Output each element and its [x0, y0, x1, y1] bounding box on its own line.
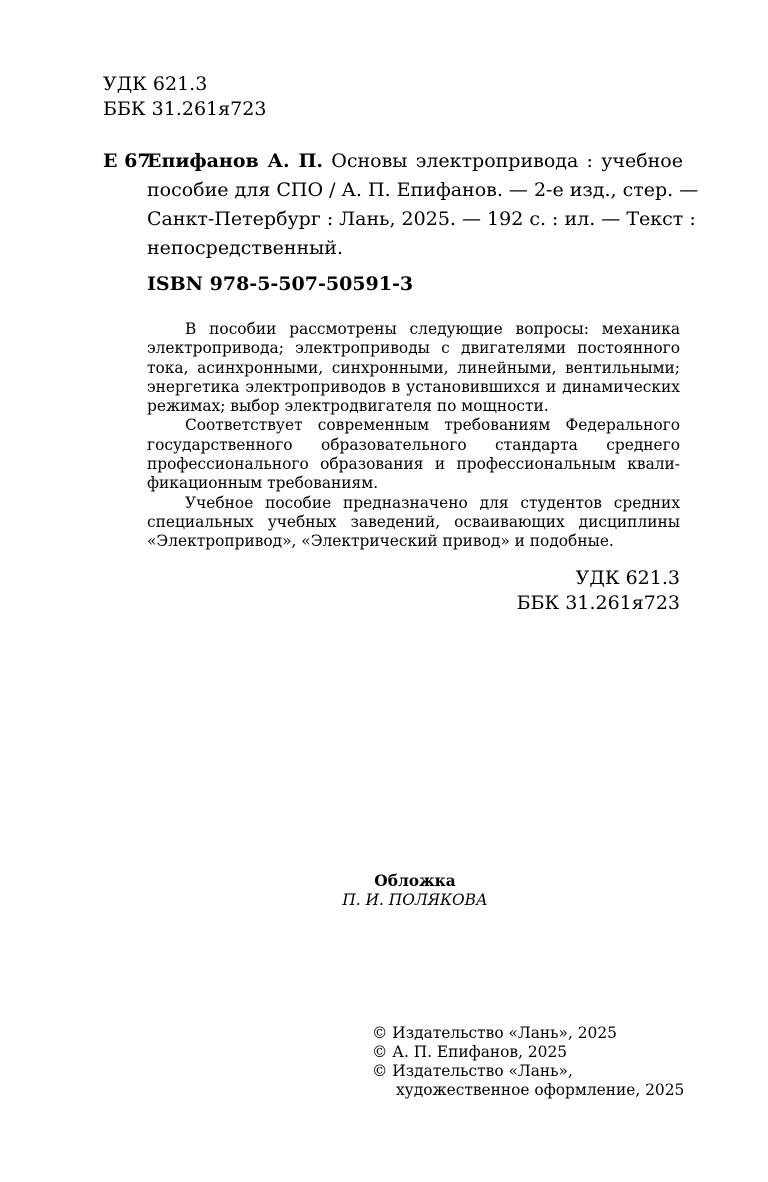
annotation-line: специальных учебных заведений, осваивающих дисциплины [147, 512, 680, 531]
cover-label: Обложка [374, 872, 456, 890]
biblio-line-2: пособие для СПО / А. П. Епифанов. — 2-е изд., стер. — [147, 179, 699, 201]
author-name: Епифанов А. П. [147, 150, 324, 172]
annotation-line: «Электропривод», «Электрический привод» и подобные. [147, 532, 614, 551]
annotation-line: В пособии рассмотрены следующие вопросы: механика [185, 320, 680, 338]
copyright-line-1: © Издательство «Лань», 2025 [372, 1024, 617, 1042]
annotation-line: государственного образовательного стандарта среднего [147, 435, 680, 454]
cover-credit [300, 872, 530, 910]
copyright-line-3: © Издательство «Лань», [372, 1062, 573, 1080]
bbk-code-top: ББК 31.261я723 [103, 98, 267, 120]
annotation-line: профессионального образования и профессиональным квали- [147, 455, 680, 474]
annotation-line: режимах; выбор электродвигателя по мощности. [147, 397, 549, 416]
biblio-line-3: Санкт-Петербург : Лань, 2025. — 192 с. : ил. — Текст : [147, 208, 696, 230]
annotation-line: фикационным требованиям. [147, 474, 379, 493]
title-start: Основы электропривода : учебное [323, 150, 683, 172]
biblio-line-1 [147, 147, 683, 176]
annotation-line: тока, асинхронными, синхронными, линейными, вентильными; [147, 358, 680, 377]
udk-code-bottom: УДК 621.3 [575, 567, 680, 589]
biblio-line-4: непосредственный. [147, 237, 344, 259]
author-sign: Е 67 [103, 150, 151, 172]
annotation-line: Учебное пособие предназначено для студентов средних [185, 493, 680, 512]
annotation-line: Соответствует современным требованиям Федерального [185, 416, 680, 435]
annotation-line: энергетика электроприводов в установившихся и динамических [147, 377, 680, 396]
cover-designer: П. И. ПОЛЯКОВА [342, 891, 488, 909]
classification-bottom [510, 566, 680, 616]
isbn: ISBN 978-5-507-50591-3 [147, 273, 414, 295]
bibliographic-record [147, 147, 699, 263]
copyright [372, 1024, 684, 1100]
bbk-code-bottom: ББК 31.261я723 [516, 592, 680, 614]
copyright-line-2: © А. П. Епифанов, 2025 [372, 1043, 568, 1061]
annotation [147, 320, 680, 552]
copyright-line-4: художественное оформление, 2025 [396, 1081, 685, 1099]
classification-top [103, 72, 266, 122]
annotation-line: электропривода; электроприводы с двигателями постоянного [147, 339, 680, 358]
udk-code-top: УДК 621.3 [103, 73, 208, 95]
